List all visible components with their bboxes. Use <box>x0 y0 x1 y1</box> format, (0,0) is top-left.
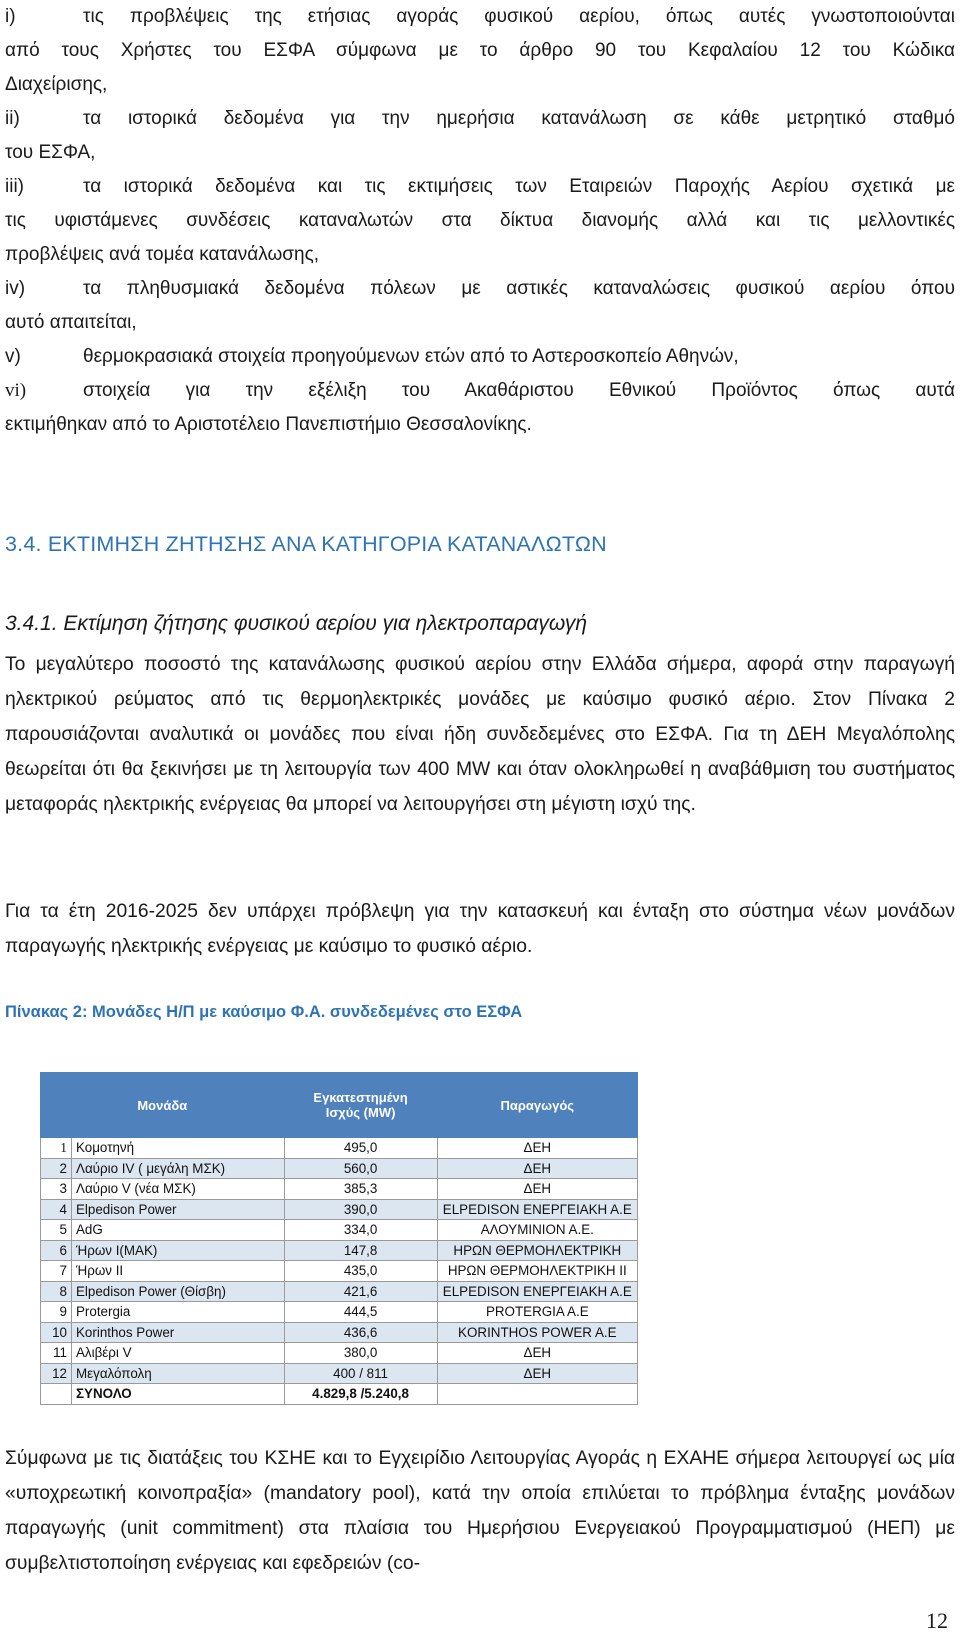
list-item-number: i) <box>5 6 16 27</box>
row-index: 10 <box>41 1322 72 1343</box>
table-row <box>41 1138 638 1159</box>
row-producer: ΗΡΩΝ ΘΕΡΜΟΗΛΕΚΤΡΙΚΗ <box>437 1240 637 1261</box>
row-capacity: 385,3 <box>284 1179 437 1200</box>
list-item-number: iii) <box>5 176 24 197</box>
list-item-number: iv) <box>5 278 26 299</box>
list-item <box>5 0 955 102</box>
row-producer: ΔΕΗ <box>437 1343 637 1364</box>
row-index: 11 <box>41 1343 72 1364</box>
row-producer: ΔΕΗ <box>437 1158 637 1179</box>
row-producer: KORINTHOS POWER A.E <box>437 1322 637 1343</box>
table-row <box>41 1220 638 1241</box>
list-item <box>5 272 955 340</box>
row-unit: Λαύριο IV ( μεγάλη ΜΣΚ) <box>72 1158 285 1179</box>
row-producer: ΑΛΟΥΜΙΝΙΟΝ Α.Ε. <box>437 1220 637 1241</box>
list-item <box>5 102 955 170</box>
table-row <box>41 1363 638 1384</box>
table-row <box>41 1302 638 1323</box>
column-header-producer: Παραγωγός <box>437 1073 637 1138</box>
list-item-number: ii) <box>5 108 20 129</box>
column-header-unit: Μονάδα <box>41 1073 285 1138</box>
list-item <box>5 340 955 374</box>
row-producer: ΔΕΗ <box>437 1138 637 1159</box>
row-capacity: 147,8 <box>284 1240 437 1261</box>
subsection-heading: 3.4.1. Εκτίμηση ζήτησης φυσικού αερίου για ηλεκτροπαραγωγή <box>5 612 588 635</box>
column-header-capacity <box>284 1073 437 1138</box>
row-producer: ΗΡΩΝ ΘΕΡΜΟΗΛΕΚΤΡΙΚΗ ΙΙ <box>437 1261 637 1282</box>
row-capacity: 390,0 <box>284 1199 437 1220</box>
row-capacity: 334,0 <box>284 1220 437 1241</box>
list-item <box>5 170 955 272</box>
list-item <box>5 374 955 442</box>
row-capacity: 495,0 <box>284 1138 437 1159</box>
list-item-text: θερμοκρασιακά στοιχεία προηγούμενων ετών από το Αστεροσκοπείο Αθηνών, <box>83 346 739 367</box>
row-capacity: 444,5 <box>284 1302 437 1323</box>
list-item-text: τις προβλέψεις της ετήσιας αγοράς φυσικού αερίου, όπως αυτές γνωστοποιούνται <box>83 6 955 27</box>
table-row <box>41 1343 638 1364</box>
total-label: ΣΥΝΟΛΟ <box>72 1384 285 1405</box>
table-total-row <box>41 1384 638 1405</box>
page-number: 12 <box>926 1608 948 1633</box>
row-index: 5 <box>41 1220 72 1241</box>
body-paragraph: Σύμφωνα με τις διατάξεις του ΚΣΗΕ και το Εγχειρίδιο Λειτουργίας Αγοράς η ΕΧΑΗΕ σήμερα λειτουργεί ως μία «υποχρεωτική κοινοπραξία» (mandatory pool), κατά την οποία επιλύεται το πρόβλημα ένταξης μονάδων παραγωγής (unit commitment) στα πλαίσια του Ημερήσιου Ενεργειακού Προγραμματισμού (ΗΕΠ) με συμβελτιστοποίηση ενέργειας και εφεδρειών (co- <box>5 1448 955 1574</box>
row-unit: Ήρων Ι(ΜΑΚ) <box>72 1240 285 1261</box>
row-producer: ΔΕΗ <box>437 1363 637 1384</box>
table-row <box>41 1240 638 1261</box>
body-paragraph: Το μεγαλύτερο ποσοστό της κατανάλωσης φυσικού αερίου στην Ελλάδα σήμερα, αφορά στην παραγωγή ηλεκτρικού ρεύματος από τις θερμοηλεκτρικές μονάδες με καύσιμο φυσικό αέριο. Στον Πίνακα 2 παρουσιάζονται αναλυτικά οι μονάδες που είναι ήδη συνδεδεμένες στο ΕΣΦΑ. Για τη ΔΕΗ Μεγαλόπολης θεωρείται ότι θα ξεκινήσει με τη λειτουργία των 400 MW και όταν ολοκληρωθεί η αναβάθμιση του συστήματος μεταφοράς ηλεκτρικής ενέργειας θα μπορεί να λειτουργήσει στη μέγιστη ισχύ της. <box>5 654 955 815</box>
table-row <box>41 1261 638 1282</box>
table-caption: Πίνακας 2: Μονάδες Η/Π με καύσιμο Φ.Α. συνδεδεμένες στο ΕΣΦΑ <box>5 1003 523 1021</box>
row-index: 6 <box>41 1240 72 1261</box>
list-item-text: του ΕΣΦΑ, <box>5 142 96 163</box>
table-row <box>41 1322 638 1343</box>
list-item-number: vi) <box>5 380 27 401</box>
row-index: 1 <box>41 1138 72 1159</box>
list-item-text: προβλέψεις ανά τομέα κατανάλωσης, <box>5 244 320 265</box>
row-unit: Elpedison Power (Θίσβη) <box>72 1281 285 1302</box>
row-index: 8 <box>41 1281 72 1302</box>
row-index: 2 <box>41 1158 72 1179</box>
table-row <box>41 1199 638 1220</box>
row-index: 9 <box>41 1302 72 1323</box>
row-capacity: 560,0 <box>284 1158 437 1179</box>
row-capacity: 380,0 <box>284 1343 437 1364</box>
row-unit: Λαύριο V (νέα ΜΣΚ) <box>72 1179 285 1200</box>
power-units-table <box>40 1072 638 1405</box>
row-unit: Κομοτηνή <box>72 1138 285 1159</box>
row-producer: PROTERGIA A.E <box>437 1302 637 1323</box>
column-header-capacity-line1: Εγκατεστημένη <box>313 1090 408 1105</box>
list-item-text: Διαχείρισης, <box>5 74 108 95</box>
row-producer: ΔΕΗ <box>437 1179 637 1200</box>
list-item-text: από τους Χρήστες του ΕΣΦΑ σύμφωνα με το άρθρο 90 του Κεφαλαίου 12 του Κώδικα <box>5 40 955 61</box>
row-capacity: 436,6 <box>284 1322 437 1343</box>
row-unit: Μεγαλόπολη <box>72 1363 285 1384</box>
table-row <box>41 1281 638 1302</box>
row-index: 7 <box>41 1261 72 1282</box>
list-item-text: τα ιστορικά δεδομένα και τις εκτιμήσεις των Εταιρειών Παροχής Αερίου σχετικά με <box>83 176 955 197</box>
row-index: 4 <box>41 1199 72 1220</box>
row-index: 3 <box>41 1179 72 1200</box>
column-header-capacity-line2: Ισχύς (MW) <box>325 1105 396 1120</box>
row-unit: Korinthos Power <box>72 1322 285 1343</box>
row-unit: Protergia <box>72 1302 285 1323</box>
row-producer: ELPEDISON ΕΝΕΡΓΕΙΑΚΗ Α.Ε <box>437 1199 637 1220</box>
section-heading: 3.4. ΕΚΤΙΜΗΣΗ ΖΗΤΗΣΗΣ ΑΝΑ ΚΑΤΗΓΟΡΙΑ ΚΑΤΑΝΑΛΩΤΩΝ <box>5 532 607 556</box>
row-unit: Ήρων ΙΙ <box>72 1261 285 1282</box>
row-unit: AdG <box>72 1220 285 1241</box>
table-row <box>41 1158 638 1179</box>
row-producer: ELPEDISON ΕΝΕΡΓΕΙΑΚΗ Α.Ε <box>437 1281 637 1302</box>
row-index: 12 <box>41 1363 72 1384</box>
list-item-text: τις υφιστάμενες συνδέσεις καταναλωτών στα δίκτυα διανομής αλλά και τις μελλοντικές <box>5 210 955 231</box>
list-item-number: v) <box>5 346 21 367</box>
row-capacity: 421,6 <box>284 1281 437 1302</box>
body-paragraph: Για τα έτη 2016-2025 δεν υπάρχει πρόβλεψη για την κατασκευή και ένταξη στο σύστημα νέων μονάδων παραγωγής ηλεκτρικής ενέργειας με καύσιμο το φυσικό αέριο. <box>5 901 955 957</box>
total-capacity: 4.829,8 /5.240,8 <box>284 1384 437 1405</box>
list-item-text: τα πληθυσμιακά δεδομένα πόλεων με αστικές καταναλώσεις φυσικού αερίου όπου <box>83 278 955 299</box>
list-item-text: αυτό απαιτείται, <box>5 312 137 333</box>
list-item-text: τα ιστορικά δεδομένα για την ημερήσια κατανάλωση σε κάθε μετρητικό σταθμό <box>83 108 955 129</box>
list-item-text: εκτιμήθηκαν από το Αριστοτέλειο Πανεπιστήμιο Θεσσαλονίκης. <box>5 414 532 435</box>
row-unit: Αλιβέρι V <box>72 1343 285 1364</box>
row-unit: Elpedison Power <box>72 1199 285 1220</box>
row-capacity: 435,0 <box>284 1261 437 1282</box>
table-header-row <box>41 1073 638 1138</box>
total-producer <box>437 1384 637 1405</box>
list-item-text: στοιχεία για την εξέλιξη του Ακαθάριστου Εθνικού Προϊόντος όπως αυτά <box>83 380 955 401</box>
table-row <box>41 1179 638 1200</box>
row-index <box>41 1384 72 1405</box>
row-capacity: 400 / 811 <box>284 1363 437 1384</box>
